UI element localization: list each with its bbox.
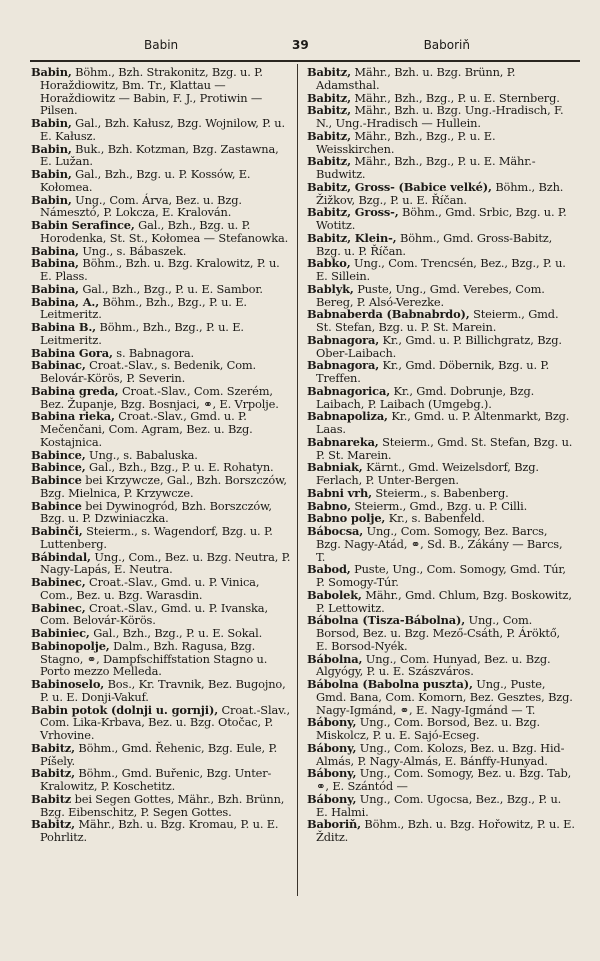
directory-entry — [31, 410, 293, 448]
directory-entry — [307, 589, 575, 615]
entry-headword: Bablyk, — [307, 281, 354, 296]
directory-entry — [307, 359, 575, 385]
entry-details: Puste, Ung., Gmd. Verebes, Com. Bereg, P. Alsó-Verezke. — [316, 281, 545, 309]
entry-details: Dalm., Bzh. Ragusa, Bzg. Stagno, ⚭, Dampfschiffstation Stagno u. Porto mezzo Melleda. — [40, 638, 268, 679]
directory-entry — [31, 793, 293, 819]
entry-details: s. Babnagora. — [112, 345, 195, 360]
entry-details: Croat.-Slav., Com. Lika-Krbava, Bez. u. Bzg. Otočac, P. Vrhovine. — [40, 702, 290, 742]
entry-details: Puste, Ung., Com. Somogy, Gmd. Túr, P. Somogy-Túr. — [316, 562, 566, 589]
directory-entry — [31, 767, 293, 793]
entry-details: Böhm., Bzh., Bzg., P. u. E. Leitmeritz. — [40, 320, 244, 347]
entry-headword: Babince, — [31, 460, 86, 475]
entry-details: Gal., Bzh., Bzg., P. u. E. Rohatyn. — [85, 460, 274, 475]
entry-headword: Babin, — [31, 141, 72, 156]
directory-entry — [307, 283, 575, 309]
entry-headword: Babni vrh, — [307, 485, 372, 500]
entry-headword: Babinoselo, — [31, 677, 105, 691]
directory-entry — [31, 143, 293, 169]
entry-headword: Babina greda, — [31, 383, 119, 398]
directory-entry — [307, 461, 575, 487]
directory-entry — [307, 232, 575, 258]
entry-details: Steierm., Gmd. St. Stefan, Bzg. u. P. St. Marein. — [316, 434, 573, 462]
entry-details: Ung., Com. Somogy, Bez. Barcs, Bzg. Nagy-Atád, ⚭, Sd. B., Zákány — Barcs, T. — [316, 524, 563, 564]
entry-details: bei Dywinogród, Bzh. Borszczów, Bzg. u. P. Dzwiniaczka. — [40, 498, 272, 526]
directory-entry — [31, 296, 293, 322]
left-column — [31, 66, 293, 844]
entry-headword: Babniak, — [307, 460, 363, 475]
entry-details: Gal., Bzh., Bzg., P. u. E. Sambor. — [78, 281, 263, 296]
entry-headword: Bábony, — [307, 715, 357, 730]
directory-entry — [31, 640, 293, 678]
entry-headword: Babince, — [31, 447, 86, 462]
entry-headword: Babin, — [31, 65, 72, 79]
entry-headword: Babinec, — [31, 575, 86, 589]
entry-details: Croat.-Slav., Gmd. u. P. Mečenčani, Com. Agram, Bez. u. Bzg. Kostajnica. — [40, 409, 253, 449]
entry-details: Böhm., Bzh. u. Bzg. Hořowitz, P. u. E. Žditz. — [316, 817, 575, 844]
directory-entry — [31, 742, 293, 768]
entry-headword: Bábolna (Tisza-Bábolna), — [307, 613, 466, 628]
entry-headword: Bábolna, — [307, 651, 363, 666]
entry-headword: Babno, — [307, 498, 351, 513]
entry-headword: Babitz, — [31, 740, 75, 755]
entry-headword: Babinopolje, — [31, 638, 110, 653]
directory-entry — [307, 436, 575, 462]
entry-headword: Babitz, Klein-, — [307, 230, 397, 245]
entry-details: Ung., Com. Hunyad, Bez. u. Bzg. Algyógy, P. u. E. Szászváros. — [316, 651, 551, 679]
directory-entry — [307, 767, 575, 793]
directory-entry — [307, 385, 575, 411]
entry-details: Steierm., Gmd., Bzg. u. P. Cilli. — [350, 498, 528, 513]
directory-entry — [307, 257, 575, 283]
entry-headword: Babitz, Gross-, — [307, 205, 399, 220]
directory-entry — [31, 321, 293, 347]
header-rule — [30, 60, 580, 62]
entry-headword: Babina B., — [31, 320, 96, 334]
entry-headword: Babnareka, — [307, 434, 379, 449]
entry-headword: Babitz, — [307, 128, 351, 143]
directory-entry — [31, 474, 293, 500]
entry-headword: Babnaberda (Babnabrdo), — [307, 307, 470, 322]
entry-headword: Bábony, — [307, 740, 357, 755]
directory-entry — [307, 793, 575, 819]
entry-details: Böhm., Gmd. Gross-Babitz, Bzg. u. P. Říčan. — [316, 230, 553, 258]
directory-entry — [307, 181, 575, 207]
directory-entry — [307, 678, 575, 716]
entry-headword: Babina Gora, — [31, 345, 113, 360]
entry-details: Steierm., s. Wagendorf, Bzg. u. P. Luttenberg. — [40, 524, 273, 551]
entry-headword: Babitz, — [307, 103, 351, 118]
entry-details: Böhm., Bzh. Strakonitz, Bzg. u. P. Horaždiowitz, Bm. Tr., Klattau — Horaždiowitz — Babin, F. J., Protiwin — Pilsen. — [40, 65, 263, 118]
entry-headword: Babnagorica, — [307, 383, 391, 398]
directory-entry — [307, 525, 575, 563]
right-column — [307, 66, 575, 844]
entry-headword: Babiniec, — [31, 626, 90, 640]
entry-headword: Babina, — [31, 243, 79, 258]
entry-headword: Babnagora, — [307, 358, 380, 373]
directory-entry — [307, 653, 575, 679]
directory-entry — [307, 206, 575, 232]
entry-headword: Babitz, Gross- (Babice velké), — [307, 179, 492, 194]
directory-entry — [31, 219, 293, 245]
entry-details: Kärnt., Gmd. Weizelsdorf, Bzg. Ferlach, P. Unter-Bergen. — [316, 460, 539, 487]
entry-details: Croat.-Slav., Gmd. u. P. Vinica, Com., Bez. u. Bzg. Warasdin. — [40, 575, 260, 602]
directory-entry — [31, 168, 293, 194]
entry-details: Ung., s. Babaluska. — [85, 447, 198, 462]
entry-headword: Babnapoliza, — [307, 409, 388, 424]
entry-details: Kr., Gmd. u. P. Altenmarkt, Bzg. Laas. — [316, 409, 570, 436]
directory-entry — [307, 308, 575, 334]
entry-details: Böhm., Bzh. Žižkov, Bzg., P. u. E. Říčan. — [316, 179, 564, 207]
directory-entry — [31, 66, 293, 117]
directory-entry — [307, 334, 575, 360]
entry-details: Bos., Kr. Travnik, Bez. Bugojno, P. u. E. Donji-Vakuf. — [40, 677, 286, 704]
entry-headword: Babin Serafince, — [31, 218, 135, 232]
entry-details: Steierm., s. Babenberg. — [371, 485, 509, 500]
entry-details: Croat.-Slav., Com. Szerém, Bez. Županje, Bzg. Bosnjaci, ⚭, E. Vrpolje. — [40, 383, 279, 411]
entry-headword: Babitz, — [31, 817, 75, 832]
directory-entry — [307, 818, 575, 844]
entry-headword: Babina, — [31, 256, 79, 271]
entry-details: Mähr., Bzh. u. Bzg. Ung.-Hradisch, F. N., Ung.-Hradisch — Hullein. — [316, 103, 564, 130]
entry-details: Buk., Bzh. Kotzman, Bzg. Zastawna, E. Lužan. — [40, 141, 279, 169]
directory-entry — [307, 563, 575, 589]
page-number: 39 — [292, 38, 309, 52]
entry-headword: Babince — [31, 473, 82, 487]
directory-entry — [307, 104, 575, 130]
entry-details: bei Segen Gottes, Mähr., Bzh. Brünn, Bzg. Eibenschitz, P. Segen Gottes. — [40, 791, 285, 819]
entry-headword: Babitz, — [307, 90, 351, 105]
entry-details: Ung., Puste, Gmd. Bana, Com. Komorn, Bez. Gesztes, Bzg. Nagy-Igmánd, ⚭, E. Nagy-Igmánd — T. — [316, 677, 573, 717]
entry-headword: Babitz — [31, 791, 72, 806]
entry-headword: Babin, — [31, 167, 72, 181]
entry-headword: Babnagora, — [307, 332, 380, 347]
entry-details: Mähr., Bzh., Bzg., P. u. E. Weisskirchen. — [316, 128, 496, 156]
entry-headword: Babolek, — [307, 587, 362, 602]
entry-details: Gal., Bzh., Bzg., P. u. E. Sokal. — [89, 626, 263, 640]
entry-headword: Babno polje, — [307, 511, 386, 526]
directory-entry — [307, 130, 575, 156]
entry-details: Mähr., Bzh. u. Bzg. Brünn, P. Adamsthal. — [316, 65, 516, 92]
entry-headword: Babinči, — [31, 524, 83, 538]
directory-entry — [307, 742, 575, 768]
entry-details: Böhm., Bzh., Bzg., P. u. E. Leitmeritz. — [40, 294, 247, 322]
entry-headword: Babin potok (dolnji u. gornji), — [31, 702, 219, 717]
entry-details: bei Krzywcze, Gal., Bzh. Borszczów, Bzg. Mielnica, P. Krzywcze. — [40, 473, 287, 500]
entry-headword: Babinac, — [31, 358, 86, 373]
directory-entry — [31, 194, 293, 220]
entry-headword: Babince — [31, 498, 82, 513]
entry-details: Ung., Com. Borsod, Bez. u. Bzg. Miskolcz, P. u. E. Sajó-Ecseg. — [316, 715, 540, 742]
entry-headword: Bábony, — [307, 766, 357, 781]
directory-entry — [31, 500, 293, 526]
entry-details: Böhm., Gmd. Řehenic, Bzg. Eule, P. Píšely. — [40, 740, 278, 768]
entry-details: Mähr., Gmd. Chlum, Bzg. Boskowitz, P. Lettowitz. — [316, 587, 572, 615]
directory-entry — [307, 155, 575, 181]
entry-details: Gal., Bzh., Bzg. u. P. Horodenka, St. St., Kołomea — Stefanowka. — [40, 218, 289, 245]
entry-headword: Babina, A., — [31, 294, 100, 309]
entry-headword: Babko, — [307, 256, 351, 271]
entry-details: Kr., Gmd. Dobrunje, Bzg. Laibach, P. Laibach (Umgebg.). — [316, 383, 535, 411]
entry-details: Mähr., Bzh. u. Bzg. Kromau, P. u. E. Pohrlitz. — [40, 817, 279, 844]
entry-details: Böhm., Gmd. Srbic, Bzg. u. P. Wotitz. — [316, 205, 567, 232]
directory-entry — [307, 410, 575, 436]
entry-details: Mähr., Bzh., Bzg., P. u. E. Sternberg. — [350, 90, 560, 105]
directory-entry — [31, 257, 293, 283]
entry-headword: Babin, — [31, 192, 72, 207]
entry-details: Ung., Com. Árva, Bez. u. Bzg. Námesztó, P. Lokcza, E. Kralován. — [40, 192, 242, 220]
entry-details: Croat.-Slav., Gmd. u. P. Ivanska, Com. Belovár-Körös. — [40, 600, 268, 628]
entry-headword: Babitz, — [307, 154, 351, 169]
header-right-keyword: Baboriň — [423, 38, 470, 52]
entry-headword: Bábindal, — [31, 549, 91, 564]
entry-headword: Baboriň, — [307, 817, 361, 832]
entry-details: Ung., Com. Trencsén, Bez., Bzg., P. u. E. Sillein. — [316, 256, 566, 283]
directory-entry — [31, 551, 293, 577]
entry-headword: Bábolna (Babolna puszta), — [307, 677, 473, 691]
header-left-keyword: Babin — [144, 38, 179, 52]
entry-headword: Bábony, — [307, 791, 357, 806]
entry-details: Ung., Com. Kolozs, Bez. u. Bzg. Hid-Almás, P. Nagy-Almás, E. Bánffy-Hunyad. — [316, 740, 565, 768]
directory-entry — [31, 576, 293, 602]
directory-entry — [31, 385, 293, 411]
entry-details: Ung., Com., Bez. u. Bzg. Neutra, P. Nagy-Lapás, E. Neutra. — [40, 549, 291, 577]
directory-entry — [307, 66, 575, 92]
entry-details: Kr., s. Babenfeld. — [385, 511, 485, 526]
entry-headword: Babinec, — [31, 600, 86, 615]
entry-headword: Bábocsa, — [307, 524, 364, 538]
entry-details: Gal., Bzh., Bzg. u. P. Kossów, E. Kołomea. — [40, 167, 251, 194]
entry-headword: Babitz, — [307, 65, 351, 79]
entry-details: Ung., Com. Borsod, Bez. u. Bzg. Mező-Csáth, P. Áröktő, E. Borsod-Nyék. — [316, 613, 560, 653]
directory-entry — [31, 704, 293, 742]
entry-headword: Babina rieka, — [31, 409, 115, 424]
entry-details: Croat.-Slav., s. Bedenik, Com. Belovár-Körös, P. Severin. — [40, 358, 257, 385]
entry-headword: Babitz, — [31, 766, 75, 781]
directory-entry — [31, 525, 293, 551]
entry-details: Mähr., Bzh., Bzg., P. u. E. Mähr.-Budwitz. — [316, 154, 536, 181]
directory-entry — [31, 602, 293, 628]
directory-entry — [31, 678, 293, 704]
entry-details: Ung., s. Bábaszek. — [78, 243, 187, 258]
entry-headword: Babin, — [31, 116, 72, 130]
entry-details: Kr., Gmd. Döbernik, Bzg. u. P. Treffen. — [316, 358, 550, 385]
entry-headword: Babina, — [31, 281, 79, 296]
entry-details: Böhm., Bzh. u. Bzg. Kralowitz, P. u. E. Plass. — [40, 256, 280, 283]
directory-entry — [31, 818, 293, 844]
entry-details: Ung., Com. Somogy, Bez. u. Bzg. Tab, ⚭, E. Szántód — — [316, 766, 572, 793]
entry-details: Ung., Com. Ugocsa, Bez., Bzg., P. u. E. Halmi. — [316, 791, 562, 819]
entry-details: Kr., Gmd. u. P. Billichgratz, Bzg. Ober-Laibach. — [316, 332, 562, 360]
entry-headword: Babod, — [307, 562, 351, 577]
page-header — [30, 38, 570, 56]
entry-details: Steierm., Gmd. St. Stefan, Bzg. u. P. St. Marein. — [316, 307, 559, 334]
column-divider — [297, 64, 298, 896]
entry-details: Böhm., Gmd. Buřenic, Bzg. Unter-Kralowitz, P. Koschetitz. — [40, 766, 272, 793]
directory-entry — [31, 359, 293, 385]
directory-entry — [31, 117, 293, 143]
directory-entry — [307, 614, 575, 652]
directory-entry — [307, 716, 575, 742]
entry-details: Gal., Bzh. Kałusz, Bzg. Wojnilow, P. u. E. Kałusz. — [40, 116, 285, 143]
